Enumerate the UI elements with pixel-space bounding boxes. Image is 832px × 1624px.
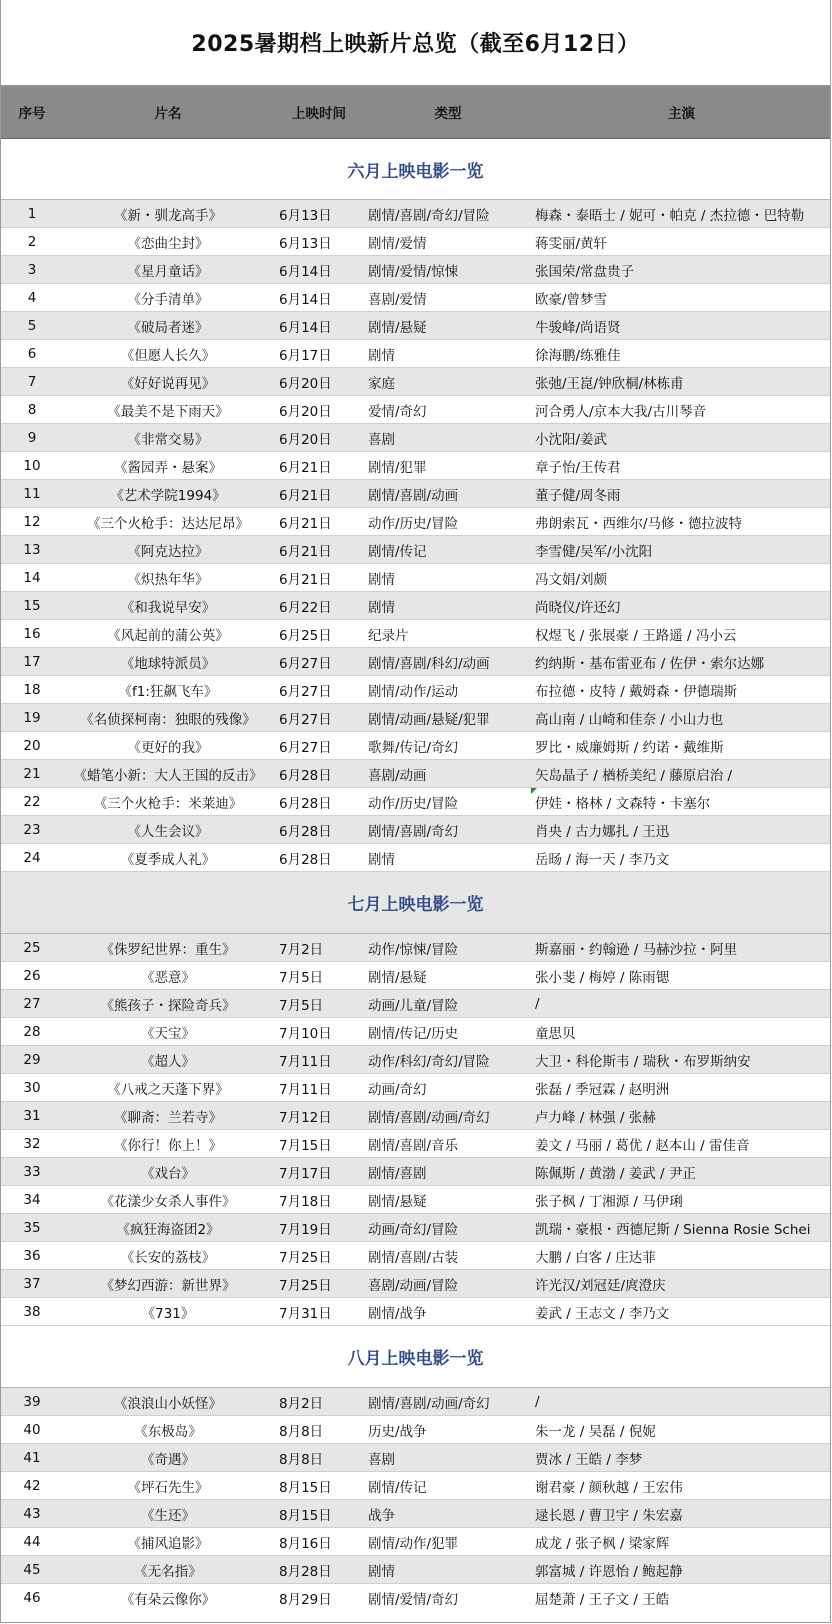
cell-cast: 李雪健/吴军/小沈阳 bbox=[535, 543, 653, 560]
cell-name: 《聊斋：兰若寺》 bbox=[114, 1109, 222, 1126]
cell-name: 《八戒之天蓬下界》 bbox=[107, 1081, 229, 1098]
cell-genre: 剧情/喜剧/音乐 bbox=[368, 1137, 459, 1154]
table-row bbox=[1, 480, 830, 508]
cell-date: 7月25日 bbox=[279, 1277, 332, 1294]
table-row bbox=[1, 844, 830, 872]
cell-cast: 谢君豪 / 颜秋越 / 王宏伟 bbox=[535, 1479, 683, 1496]
cell-date: 6月14日 bbox=[279, 263, 332, 280]
cell-cast: 斯嘉丽・约翰逊 / 马赫沙拉・阿里 bbox=[535, 941, 738, 958]
cell-cast: 张磊 / 季冠霖 / 赵明洲 bbox=[535, 1081, 670, 1098]
table-row bbox=[1, 704, 830, 732]
cell-name: 《恶意》 bbox=[141, 969, 195, 986]
cell-date: 8月8日 bbox=[279, 1423, 324, 1440]
cell-date: 8月15日 bbox=[279, 1479, 332, 1496]
cell-date: 8月29日 bbox=[279, 1592, 332, 1608]
table-row bbox=[1, 1556, 830, 1584]
table-header-row bbox=[1, 86, 830, 139]
cell-genre: 剧情/爱情 bbox=[368, 235, 427, 252]
cell-genre: 动作/历史/冒险 bbox=[368, 515, 459, 532]
table-row bbox=[1, 1130, 830, 1158]
table-row bbox=[1, 508, 830, 536]
cell-date: 6月27日 bbox=[279, 739, 332, 756]
cell-no: 35 bbox=[23, 1219, 41, 1236]
cell-no: 6 bbox=[27, 345, 37, 362]
cell-name: 《无名指》 bbox=[134, 1563, 202, 1580]
cell-name: 《名侦探柯南：独眼的残像》 bbox=[80, 711, 256, 728]
cell-genre: 剧情 bbox=[368, 347, 395, 364]
cell-date: 6月20日 bbox=[279, 403, 332, 420]
cell-cast: 卢力峰 / 林强 / 张赫 bbox=[535, 1109, 656, 1126]
cell-date: 7月2日 bbox=[279, 941, 324, 958]
cell-cast: 约纳斯・基布雷亚布 / 佐伊・索尔达娜 bbox=[535, 655, 765, 672]
table-row bbox=[1, 1584, 830, 1612]
table-row bbox=[1, 424, 830, 452]
section-heading: 八月上映电影一览 bbox=[1, 1326, 830, 1388]
cell-genre: 剧情 bbox=[368, 599, 395, 616]
cell-cast: 章子怡/王传君 bbox=[535, 459, 621, 476]
table-row bbox=[1, 732, 830, 760]
cell-cast: 张弛/王崑/钟欣桐/林栋甫 bbox=[535, 375, 684, 392]
cell-genre: 战争 bbox=[368, 1507, 395, 1524]
cell-genre: 纪录片 bbox=[368, 627, 409, 644]
cell-name: 《破局者迷》 bbox=[127, 319, 209, 336]
cell-date: 6月28日 bbox=[279, 823, 332, 840]
cell-genre: 剧情/战争 bbox=[368, 1305, 427, 1322]
cell-date: 7月19日 bbox=[279, 1221, 332, 1238]
cell-name: 《你行！你上！》 bbox=[114, 1137, 222, 1154]
cell-genre: 剧情 bbox=[368, 571, 395, 588]
cell-date: 7月17日 bbox=[279, 1165, 332, 1182]
cell-date: 6月27日 bbox=[279, 711, 332, 728]
cell-date: 6月27日 bbox=[279, 655, 332, 672]
cell-no: 44 bbox=[23, 1533, 41, 1550]
comment-marker-icon bbox=[531, 788, 537, 794]
table-row bbox=[1, 1242, 830, 1270]
cell-cast: / bbox=[535, 1393, 540, 1410]
cell-no: 9 bbox=[27, 429, 37, 446]
table-row bbox=[1, 676, 830, 704]
cell-no: 12 bbox=[23, 513, 41, 530]
cell-date: 8月16日 bbox=[279, 1535, 332, 1552]
cell-date: 7月31日 bbox=[279, 1305, 332, 1322]
cell-no: 29 bbox=[23, 1051, 41, 1068]
table-row bbox=[1, 1270, 830, 1298]
cell-name: 《梦幻西游：新世界》 bbox=[100, 1277, 236, 1294]
cell-genre: 喜剧/动画 bbox=[368, 767, 427, 784]
cell-no: 43 bbox=[23, 1505, 41, 1522]
cell-genre: 剧情/传记 bbox=[368, 543, 427, 560]
cell-no: 5 bbox=[27, 317, 37, 334]
cell-name: 《非常交易》 bbox=[127, 431, 209, 448]
cell-name: 《地球特派员》 bbox=[120, 655, 216, 672]
cell-genre: 剧情/喜剧/奇幻/冒险 bbox=[368, 207, 490, 224]
cell-name: 《戏台》 bbox=[141, 1165, 195, 1182]
cell-date: 7月12日 bbox=[279, 1109, 332, 1126]
cell-name: 《熊孩子・探险奇兵》 bbox=[100, 997, 236, 1014]
table-row bbox=[1, 1074, 830, 1102]
cell-cast: 小沈阳/姜武 bbox=[535, 431, 608, 448]
cell-name: 《最美不是下雨天》 bbox=[107, 403, 229, 420]
cell-date: 6月14日 bbox=[279, 319, 332, 336]
cell-name: 《蜡笔小新：大人王国的反击》 bbox=[73, 767, 263, 784]
cell-no: 46 bbox=[23, 1590, 41, 1606]
cell-date: 8月28日 bbox=[279, 1563, 332, 1580]
table-row bbox=[1, 1046, 830, 1074]
table-row bbox=[1, 1472, 830, 1500]
column-header-no: 序号 bbox=[18, 106, 46, 122]
table-row bbox=[1, 368, 830, 396]
cell-cast: 河合勇人/京本大我/古川琴音 bbox=[535, 403, 707, 420]
section-heading: 七月上映电影一览 bbox=[1, 872, 830, 934]
cell-cast: 大鹏 / 白客 / 庄达菲 bbox=[535, 1249, 656, 1266]
cell-genre: 剧情/传记 bbox=[368, 1479, 427, 1496]
table-row bbox=[1, 228, 830, 256]
table-row bbox=[1, 760, 830, 788]
cell-date: 8月2日 bbox=[279, 1395, 324, 1412]
cell-cast: 布拉德・皮特 / 戴姆森・伊德瑞斯 bbox=[535, 683, 738, 700]
cell-genre: 喜剧 bbox=[368, 431, 395, 448]
cell-cast: 矢岛晶子 / 楢桥美纪 / 藤原启治 / bbox=[535, 767, 733, 784]
cell-no: 15 bbox=[23, 597, 41, 614]
cell-date: 6月17日 bbox=[279, 347, 332, 364]
cell-name: 《浪浪山小妖怪》 bbox=[114, 1395, 222, 1412]
cell-cast: 伊娃・格林 / 文森特・卡塞尔 bbox=[535, 795, 711, 812]
cell-genre: 剧情/喜剧/动画/奇幻 bbox=[368, 1395, 490, 1412]
cell-date: 7月5日 bbox=[279, 997, 324, 1014]
cell-no: 30 bbox=[23, 1079, 41, 1096]
cell-no: 22 bbox=[23, 793, 41, 810]
cell-date: 8月8日 bbox=[279, 1451, 324, 1468]
cell-no: 1 bbox=[27, 205, 37, 222]
cell-cast: 凯瑞・豪根・西德尼斯 / Sienna Rosie Schei bbox=[535, 1221, 811, 1238]
cell-no: 7 bbox=[27, 373, 37, 390]
cell-no: 16 bbox=[23, 625, 41, 642]
cell-date: 6月21日 bbox=[279, 515, 332, 532]
cell-date: 6月20日 bbox=[279, 375, 332, 392]
cell-date: 7月5日 bbox=[279, 969, 324, 986]
cell-date: 7月11日 bbox=[279, 1053, 332, 1070]
cell-no: 11 bbox=[23, 485, 41, 502]
cell-cast: 许光汉/刘冠廷/庹澄庆 bbox=[535, 1277, 666, 1294]
table-row bbox=[1, 536, 830, 564]
table-row bbox=[1, 1416, 830, 1444]
cell-genre: 剧情/喜剧 bbox=[368, 1165, 427, 1182]
cell-genre: 剧情/动作/运动 bbox=[368, 683, 459, 700]
cell-cast: 陈佩斯 / 黄渤 / 姜武 / 尹正 bbox=[535, 1165, 696, 1182]
table-row bbox=[1, 1298, 830, 1326]
cell-no: 4 bbox=[27, 289, 37, 306]
cell-genre: 剧情/悬疑 bbox=[368, 969, 427, 986]
cell-cast: 董子健/周冬雨 bbox=[535, 487, 621, 504]
table-row bbox=[1, 1102, 830, 1130]
table-row bbox=[1, 256, 830, 284]
cell-no: 38 bbox=[23, 1303, 41, 1320]
cell-no: 19 bbox=[23, 709, 41, 726]
cell-genre: 剧情/爱情/惊悚 bbox=[368, 263, 459, 280]
table-row bbox=[1, 284, 830, 312]
table-row bbox=[1, 1528, 830, 1556]
cell-cast: 姜文 / 马丽 / 葛优 / 赵本山 / 雷佳音 bbox=[535, 1137, 750, 1154]
cell-date: 7月15日 bbox=[279, 1137, 332, 1154]
table-row bbox=[1, 990, 830, 1018]
cell-no: 10 bbox=[23, 457, 41, 474]
table-row bbox=[1, 312, 830, 340]
cell-cast: 逯长恩 / 曹卫宇 / 朱宏嘉 bbox=[535, 1507, 683, 1524]
cell-genre: 喜剧/爱情 bbox=[368, 291, 427, 308]
cell-genre: 喜剧/动画/冒险 bbox=[368, 1277, 459, 1294]
cell-genre: 剧情/悬疑 bbox=[368, 1193, 427, 1210]
cell-name: 《恋曲尘封》 bbox=[127, 235, 209, 252]
cell-date: 6月13日 bbox=[279, 235, 332, 252]
table-row bbox=[1, 564, 830, 592]
cell-date: 6月25日 bbox=[279, 627, 332, 644]
cell-cast: 岳旸 / 海一天 / 李乃文 bbox=[535, 851, 670, 868]
cell-genre: 剧情/动作/犯罪 bbox=[368, 1535, 459, 1552]
cell-genre: 动作/历史/冒险 bbox=[368, 795, 459, 812]
table-row bbox=[1, 962, 830, 990]
cell-genre: 动画/奇幻/冒险 bbox=[368, 1221, 459, 1238]
cell-date: 6月21日 bbox=[279, 543, 332, 560]
cell-date: 7月10日 bbox=[279, 1025, 332, 1042]
cell-name: 《捕风追影》 bbox=[127, 1535, 209, 1552]
cell-name: 《分手清单》 bbox=[127, 291, 209, 308]
cell-genre: 爱情/奇幻 bbox=[368, 403, 427, 420]
cell-no: 32 bbox=[23, 1135, 41, 1152]
cell-name: 《酱园弄・悬案》 bbox=[114, 459, 222, 476]
cell-name: 《三个火枪手：达达尼昂》 bbox=[87, 515, 249, 532]
cell-no: 27 bbox=[23, 995, 41, 1012]
cell-date: 6月20日 bbox=[279, 431, 332, 448]
cell-genre: 剧情/喜剧/动画 bbox=[368, 487, 459, 504]
cell-cast: 高山南 / 山崎和佳奈 / 小山力也 bbox=[535, 711, 724, 728]
table-row bbox=[1, 340, 830, 368]
cell-name: 《艺术学院1994》 bbox=[110, 487, 226, 504]
cell-name: 《星月童话》 bbox=[127, 263, 209, 280]
cell-date: 6月28日 bbox=[279, 795, 332, 812]
cell-genre: 剧情/动画/悬疑/犯罪 bbox=[368, 711, 490, 728]
cell-no: 14 bbox=[23, 569, 41, 586]
cell-date: 6月28日 bbox=[279, 767, 332, 784]
cell-name: 《花漾少女杀人事件》 bbox=[100, 1193, 236, 1210]
cell-no: 40 bbox=[23, 1421, 41, 1438]
column-header-date: 上映时间 bbox=[292, 106, 346, 122]
table-row bbox=[1, 816, 830, 844]
cell-genre: 剧情/喜剧/科幻/动画 bbox=[368, 655, 490, 672]
cell-name: 《奇遇》 bbox=[141, 1451, 195, 1468]
cell-no: 34 bbox=[23, 1191, 41, 1208]
cell-name: 《人生会议》 bbox=[127, 823, 209, 840]
cell-cast: 张子枫 / 丁湘源 / 马伊琍 bbox=[535, 1193, 683, 1210]
cell-date: 7月18日 bbox=[279, 1193, 332, 1210]
cell-genre: 剧情/喜剧/动画/奇幻 bbox=[368, 1109, 490, 1126]
cell-name: 《好好说再见》 bbox=[120, 375, 216, 392]
cell-date: 6月13日 bbox=[279, 207, 332, 224]
table-row bbox=[1, 648, 830, 676]
cell-name: 《风起前的蒲公英》 bbox=[107, 627, 229, 644]
cell-cast: 欧豪/曾梦雪 bbox=[535, 291, 608, 308]
column-header-genre: 类型 bbox=[434, 106, 462, 122]
cell-name: 《炽热年华》 bbox=[127, 571, 209, 588]
cell-no: 2 bbox=[27, 233, 37, 250]
cell-cast: 成龙 / 张子枫 / 梁家辉 bbox=[535, 1535, 670, 1552]
cell-no: 23 bbox=[23, 821, 41, 838]
cell-date: 6月21日 bbox=[279, 571, 332, 588]
cell-genre: 剧情/爱情/奇幻 bbox=[368, 1592, 459, 1608]
cell-no: 42 bbox=[23, 1477, 41, 1494]
table-row bbox=[1, 1214, 830, 1242]
cell-name: 《侏罗纪世界：重生》 bbox=[100, 941, 236, 958]
cell-name: 《但愿人长久》 bbox=[120, 347, 216, 364]
cell-cast: 贾冰 / 王皓 / 李梦 bbox=[535, 1451, 643, 1468]
table-row bbox=[1, 1018, 830, 1046]
cell-name: 《有朵云像你》 bbox=[120, 1592, 216, 1608]
cell-name: 《新・驯龙高手》 bbox=[114, 207, 222, 224]
cell-cast: 张国荣/常盘贵子 bbox=[535, 263, 635, 280]
cell-genre: 动画/奇幻 bbox=[368, 1081, 427, 1098]
cell-genre: 喜剧 bbox=[368, 1451, 395, 1468]
cell-date: 6月14日 bbox=[279, 291, 332, 308]
cell-no: 25 bbox=[23, 939, 41, 956]
table-body bbox=[1, 139, 830, 1612]
cell-no: 33 bbox=[23, 1163, 41, 1180]
cell-cast: 蒋雯丽/黄轩 bbox=[535, 235, 608, 252]
cell-no: 37 bbox=[23, 1275, 41, 1292]
column-header-cast: 主演 bbox=[668, 106, 695, 122]
table-row bbox=[1, 620, 830, 648]
cell-cast: 屈楚萧 / 王子文 / 王皓 bbox=[535, 1592, 670, 1608]
table-row bbox=[1, 1500, 830, 1528]
cell-cast: 梅森・泰晤士 / 妮可・帕克 / 杰拉德・巴特勒 bbox=[535, 207, 805, 224]
table-row bbox=[1, 200, 830, 228]
table-row bbox=[1, 452, 830, 480]
cell-genre: 剧情/犯罪 bbox=[368, 459, 427, 476]
cell-name: 《f1:狂飙飞车》 bbox=[118, 683, 218, 700]
cell-no: 36 bbox=[23, 1247, 41, 1264]
cell-name: 《生还》 bbox=[141, 1507, 195, 1524]
cell-cast: 郭富城 / 许恩怡 / 鲍起静 bbox=[535, 1563, 683, 1580]
section-heading: 六月上映电影一览 bbox=[1, 139, 830, 200]
cell-date: 6月27日 bbox=[279, 683, 332, 700]
column-header-name: 片名 bbox=[154, 106, 182, 122]
cell-cast: 徐海鹏/练雅佳 bbox=[535, 347, 621, 364]
cell-no: 26 bbox=[23, 967, 41, 984]
cell-cast: 尚晓仪/许还幻 bbox=[535, 599, 621, 616]
cell-name: 《疯狂海盗团2》 bbox=[116, 1221, 220, 1238]
cell-cast: 姜武 / 王志文 / 李乃文 bbox=[535, 1305, 670, 1322]
cell-cast: 童思贝 bbox=[535, 1025, 576, 1042]
cell-no: 45 bbox=[23, 1561, 41, 1578]
cell-no: 39 bbox=[23, 1393, 41, 1410]
cell-genre: 剧情/传记/历史 bbox=[368, 1025, 459, 1042]
cell-no: 28 bbox=[23, 1023, 41, 1040]
cell-no: 18 bbox=[23, 681, 41, 698]
cell-genre: 剧情 bbox=[368, 1563, 395, 1580]
cell-name: 《三个火枪手：米莱迪》 bbox=[93, 795, 243, 812]
page-title: 2025暑期档上映新片总览（截至6月12日） bbox=[1, 0, 830, 86]
cell-genre: 剧情/喜剧/古装 bbox=[368, 1249, 459, 1266]
table-row bbox=[1, 396, 830, 424]
cell-genre: 动画/儿童/冒险 bbox=[368, 997, 459, 1014]
cell-genre: 歌舞/传记/奇幻 bbox=[368, 739, 459, 756]
cell-name: 《东极岛》 bbox=[134, 1423, 202, 1440]
cell-date: 7月11日 bbox=[279, 1081, 332, 1098]
cell-name: 《更好的我》 bbox=[127, 739, 209, 756]
cell-no: 24 bbox=[23, 849, 41, 866]
cell-no: 8 bbox=[27, 401, 37, 418]
cell-name: 《阿克达拉》 bbox=[127, 543, 209, 560]
cell-name: 《坪石先生》 bbox=[127, 1479, 209, 1496]
table-row bbox=[1, 592, 830, 620]
cell-cast: 朱一龙 / 吴磊 / 倪妮 bbox=[535, 1423, 656, 1440]
cell-genre: 动作/科幻/奇幻/冒险 bbox=[368, 1053, 490, 1070]
cell-genre: 历史/战争 bbox=[368, 1423, 427, 1440]
cell-date: 6月21日 bbox=[279, 487, 332, 504]
table-row bbox=[1, 934, 830, 962]
cell-date: 6月21日 bbox=[279, 459, 332, 476]
cell-genre: 剧情/悬疑 bbox=[368, 319, 427, 336]
table-row bbox=[1, 1444, 830, 1472]
cell-no: 41 bbox=[23, 1449, 41, 1466]
cell-name: 《731》 bbox=[141, 1305, 195, 1322]
cell-name: 《超人》 bbox=[141, 1053, 195, 1070]
cell-date: 6月22日 bbox=[279, 599, 332, 616]
cell-name: 《夏季成人礼》 bbox=[120, 851, 216, 868]
cell-cast: 肖央 / 古力娜扎 / 王迅 bbox=[535, 823, 670, 840]
cell-cast: 张小斐 / 梅婷 / 陈雨锶 bbox=[535, 969, 670, 986]
cell-name: 《和我说早安》 bbox=[120, 599, 216, 616]
table-row bbox=[1, 1158, 830, 1186]
cell-cast: / bbox=[535, 995, 540, 1012]
cell-genre: 剧情 bbox=[368, 851, 395, 868]
cell-cast: 罗比・威廉姆斯 / 约诺・戴维斯 bbox=[535, 739, 724, 756]
cell-no: 21 bbox=[23, 765, 41, 782]
cell-date: 7月25日 bbox=[279, 1249, 332, 1266]
table-row bbox=[1, 1388, 830, 1416]
cell-name: 《天宝》 bbox=[141, 1025, 195, 1042]
cell-date: 8月15日 bbox=[279, 1507, 332, 1524]
cell-genre: 家庭 bbox=[368, 375, 395, 392]
table-row bbox=[1, 788, 830, 816]
table-row bbox=[1, 1186, 830, 1214]
cell-genre: 动作/惊悚/冒险 bbox=[368, 941, 459, 958]
cell-cast: 权煜飞 / 张展豪 / 王路遥 / 冯小云 bbox=[535, 627, 737, 644]
cell-cast: 大卫・科伦斯韦 / 瑞秋・布罗斯纳安 bbox=[535, 1053, 751, 1070]
cell-no: 17 bbox=[23, 653, 41, 670]
cell-cast: 牛骏峰/尚语贤 bbox=[535, 319, 621, 336]
cell-no: 3 bbox=[27, 261, 37, 278]
cell-no: 31 bbox=[23, 1107, 41, 1124]
cell-no: 13 bbox=[23, 541, 41, 558]
cell-cast: 冯文娟/刘颇 bbox=[535, 571, 608, 588]
cell-name: 《长安的荔枝》 bbox=[120, 1249, 216, 1266]
cell-genre: 剧情/喜剧/奇幻 bbox=[368, 823, 459, 840]
cell-cast: 弗朗索瓦・西维尔/马修・德拉波特 bbox=[535, 515, 743, 532]
cell-no: 20 bbox=[23, 737, 41, 754]
cell-date: 6月28日 bbox=[279, 851, 332, 868]
